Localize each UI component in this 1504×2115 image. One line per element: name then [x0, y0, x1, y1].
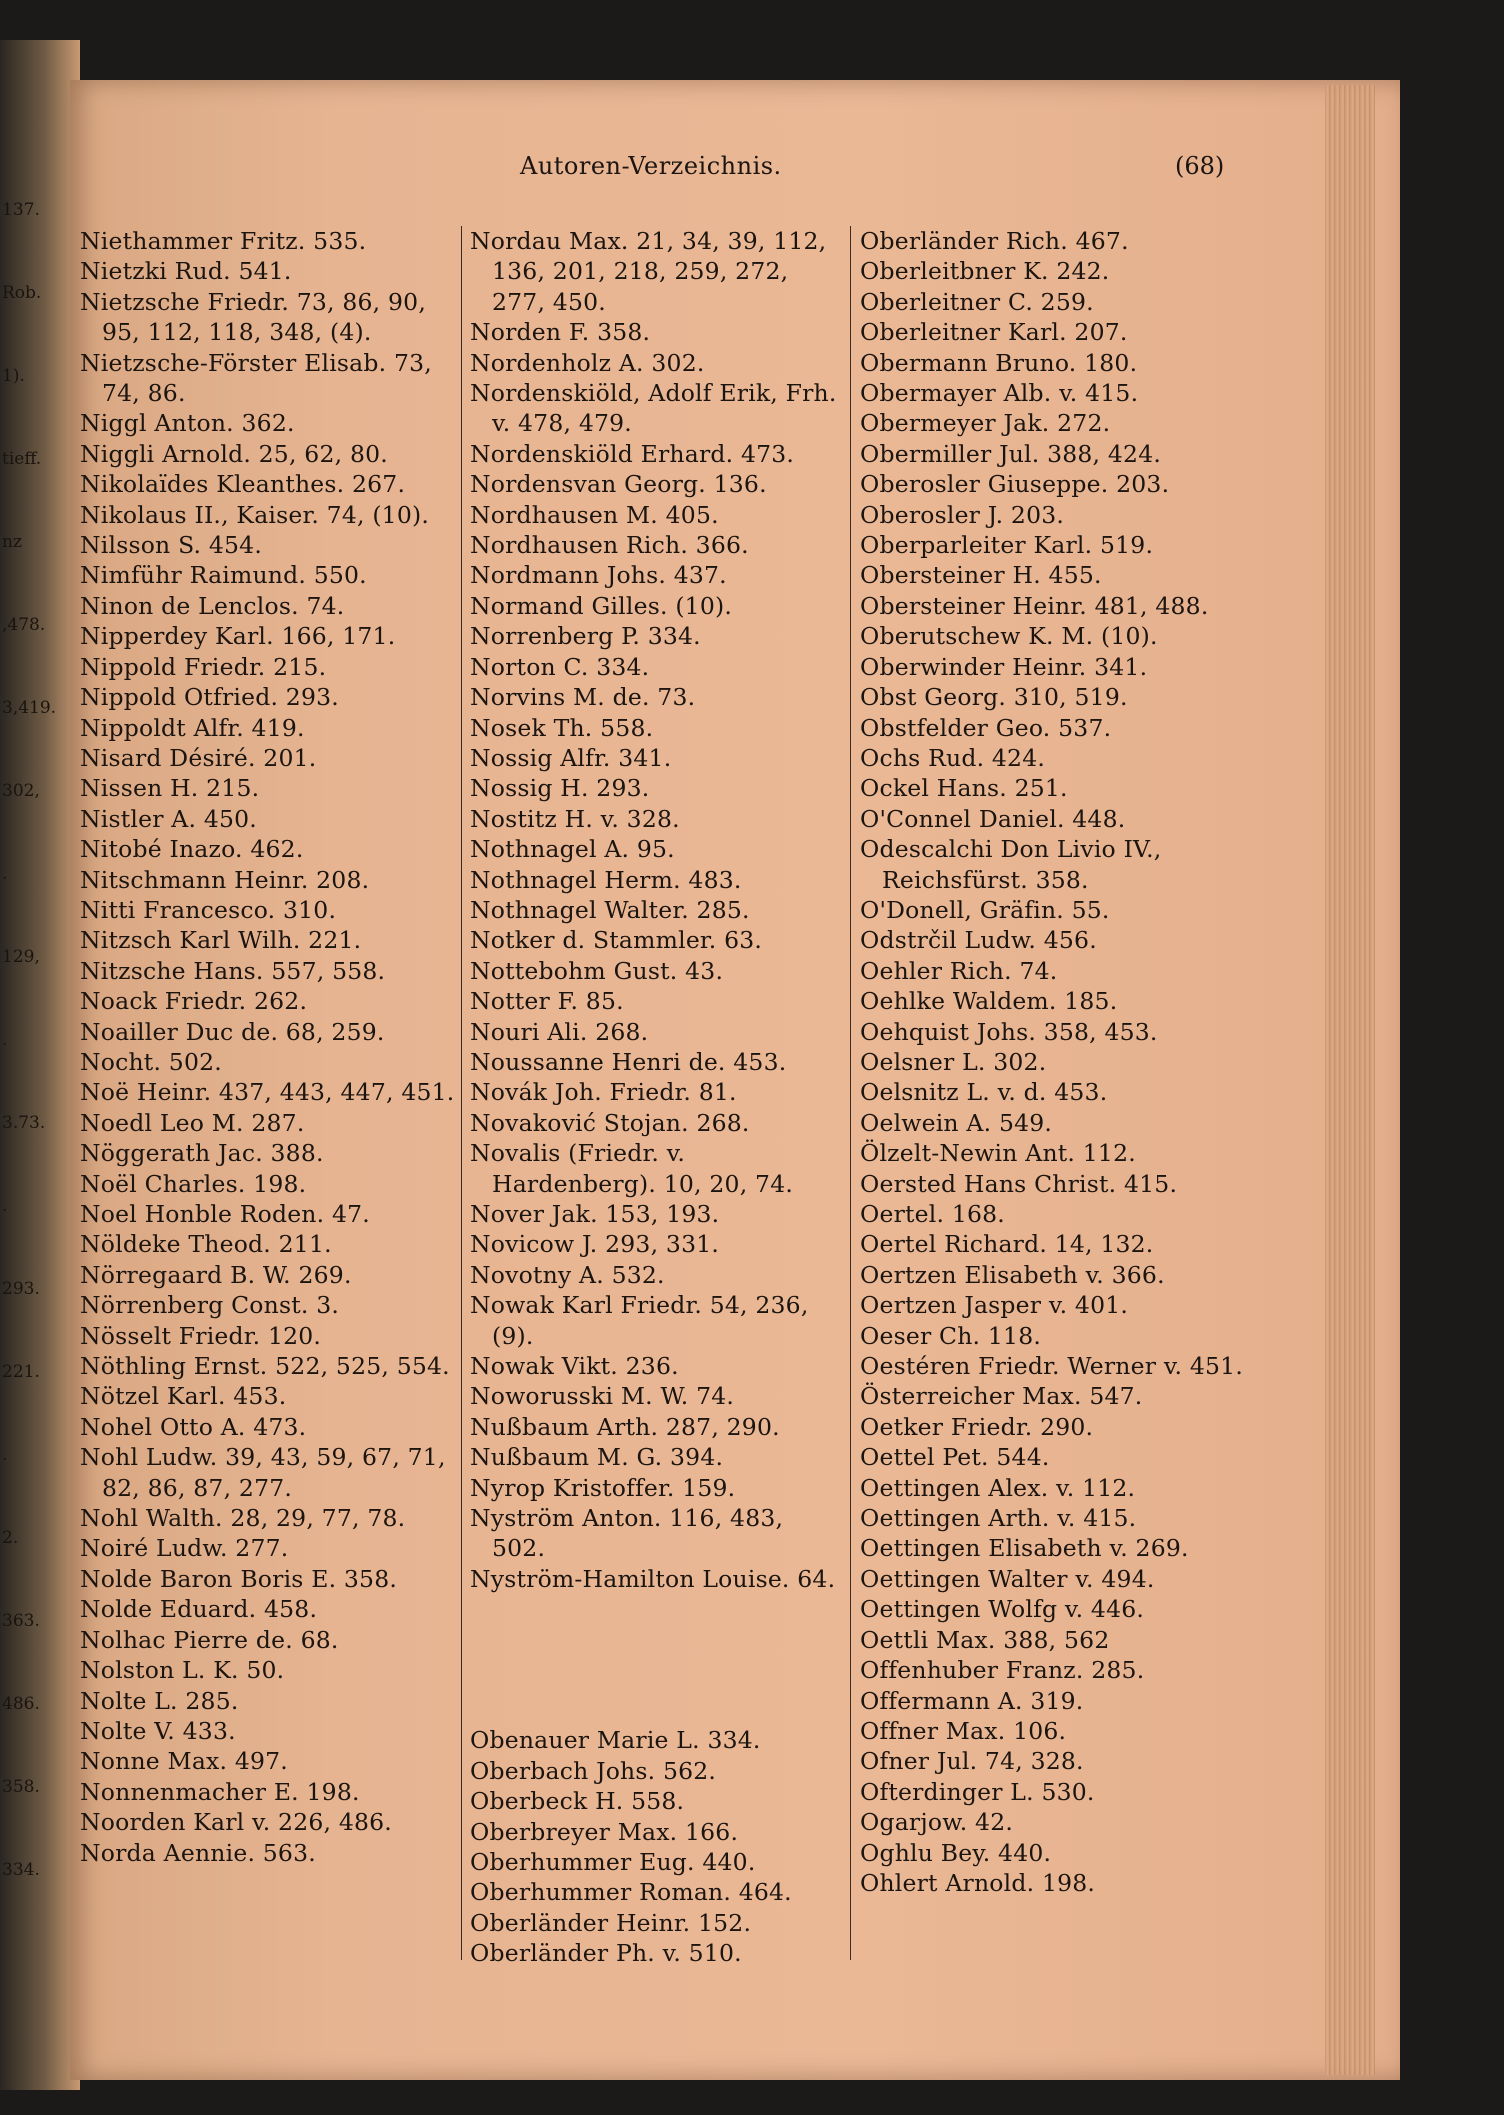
column-divider-2	[850, 226, 851, 1960]
index-entry: Oertzen Jasper v. 401.	[860, 1291, 1129, 1320]
index-entry: Ninon de Lenclos. 74.	[80, 591, 345, 620]
index-entry: Nottebohm Gust. 43.	[470, 956, 724, 985]
index-entry: Oberländer Heinr. 152.	[470, 1908, 752, 1937]
index-entry: Oehquist Johs. 358, 453.	[860, 1017, 1158, 1046]
index-entry: Odescalchi Don Livio IV., Reichsfürst. 358.	[860, 835, 1162, 894]
index-entry: Novaković Stojan. 268.	[470, 1108, 750, 1137]
index-entry: Nußbaum Arth. 287, 290.	[470, 1412, 780, 1441]
index-entry: Nothnagel Walter. 285.	[470, 895, 750, 924]
index-entry: Offermann A. 319.	[860, 1686, 1084, 1715]
index-entry: Ofner Jul. 74, 328.	[860, 1747, 1084, 1776]
index-entry: Obermiller Jul. 388, 424.	[860, 439, 1162, 468]
index-entry: Obst Georg. 310, 519.	[860, 683, 1128, 712]
index-entry: Offenhuber Franz. 285.	[860, 1656, 1145, 1685]
index-entry: Obenauer Marie L. 334.	[470, 1726, 761, 1755]
index-entry: Nover Jak. 153, 193.	[470, 1200, 720, 1228]
index-entry: Oettingen Elisabeth v. 269.	[860, 1534, 1189, 1563]
index-entry: Oettel Pet. 544.	[860, 1443, 1050, 1472]
index-entry: Nitschmann Heinr. 208.	[80, 865, 370, 894]
index-entry: Oeser Ch. 118.	[860, 1321, 1042, 1350]
index-entry: Obermeyer Jak. 272.	[860, 409, 1111, 438]
index-entry: Novák Joh. Friedr. 81.	[470, 1078, 737, 1107]
index-entry: Oettingen Wolfg v. 446.	[860, 1595, 1145, 1624]
margin-fragment: ,478.	[2, 615, 46, 635]
margin-fragment: 293.	[2, 1279, 40, 1299]
index-entry: Niggl Anton. 362.	[80, 409, 295, 438]
index-entry: Nothnagel A. 95.	[470, 835, 675, 864]
margin-fragment: 3.73.	[2, 1113, 46, 1133]
index-entry: Noworusski M. W. 74.	[470, 1382, 735, 1411]
index-entry: Nolde Baron Boris E. 358.	[80, 1564, 398, 1593]
index-entry: Nohl Ludw. 39, 43, 59, 67, 71, 82, 86, 87, 277.	[80, 1443, 446, 1502]
index-entry: Nitzsch Karl Wilh. 221.	[80, 926, 362, 955]
index-entry: Nöggerath Jac. 388.	[80, 1139, 324, 1168]
margin-fragment: 486.	[2, 1694, 40, 1714]
index-entry: Nordau Max. 21, 34, 39, 112, 136, 201, 218, 259, 272, 277, 450.	[470, 227, 827, 316]
index-entry: Ockel Hans. 251.	[860, 774, 1068, 803]
index-entry: Noë Heinr. 437, 443, 447, 451.	[80, 1078, 455, 1107]
index-entry: Norden F. 358.	[470, 318, 651, 347]
index-entry: Ohlert Arnold. 198.	[860, 1868, 1096, 1897]
margin-fragment: .	[2, 1196, 8, 1216]
index-entry: Nösselt Friedr. 120.	[80, 1321, 322, 1350]
margin-fragment: 221.	[2, 1362, 40, 1382]
index-entry: Oberleitner Karl. 207.	[860, 318, 1128, 347]
index-entry: Nossig H. 293.	[470, 774, 650, 803]
column-divider-1	[461, 226, 462, 1960]
margin-fragment: 137.	[2, 200, 40, 220]
index-entry: Nostitz H. v. 328.	[470, 804, 680, 833]
index-entry: Nolde Eduard. 458.	[80, 1595, 318, 1624]
index-entry: Obermayer Alb. v. 415.	[860, 379, 1139, 408]
index-entry: Oberbreyer Max. 166.	[470, 1817, 739, 1846]
index-entry: Oelsnitz L. v. d. 453.	[860, 1078, 1108, 1107]
index-entry: Nitti Francesco. 310.	[80, 895, 337, 924]
index-entry: Oetker Friedr. 290.	[860, 1412, 1094, 1441]
index-entry: Nordmann Johs. 437.	[470, 561, 727, 590]
index-entry: Nitobé Inazo. 462.	[80, 835, 304, 864]
margin-fragment: 302,	[2, 781, 40, 801]
margin-fragment: 358.	[2, 1777, 40, 1797]
index-entry: Nolte L. 285.	[80, 1686, 239, 1715]
index-entry: Novicow J. 293, 331.	[470, 1230, 720, 1259]
index-entry: Noussanne Henri de. 453.	[470, 1047, 787, 1076]
index-entry: Noailler Duc de. 68, 259.	[80, 1017, 385, 1046]
index-entry: Obersteiner Heinr. 481, 488.	[860, 591, 1209, 620]
index-entry: Norton C. 334.	[470, 652, 650, 681]
index-entry: Oberutschew K. M. (10).	[860, 622, 1158, 651]
index-entry: Oberländer Ph. v. 510.	[470, 1939, 742, 1968]
index-entry: Nilsson S. 454.	[80, 531, 262, 560]
index-entry: Nietzsche Friedr. 73, 86, 90, 95, 112, 118, 348, (4).	[80, 287, 426, 347]
index-entry: Oberbeck H. 558.	[470, 1787, 685, 1816]
index-entry: Nohl Walth. 28, 29, 77, 78.	[80, 1504, 406, 1533]
index-entry: Oelsner L. 302.	[860, 1047, 1047, 1076]
index-entry: Nisard Désiré. 201.	[80, 743, 317, 772]
index-entry: Nippold Friedr. 215.	[80, 652, 327, 681]
index-entry: Oettingen Arth. v. 415.	[860, 1504, 1137, 1533]
index-entry: Nohel Otto A. 473.	[80, 1412, 307, 1441]
index-entry: Nordenskiöld, Adolf Erik, Frh. v. 478, 479.	[470, 379, 837, 438]
index-entry: Novalis (Friedr. v. Hardenberg). 10, 20, 74.	[470, 1139, 794, 1198]
index-entry: Nöldeke Theod. 211.	[80, 1230, 332, 1259]
index-entry: Nörrenberg Const. 3.	[80, 1291, 340, 1320]
index-entry: Nissen H. 215.	[80, 774, 260, 803]
index-entry: Ogarjow. 42.	[860, 1808, 1014, 1837]
index-entry: Oehlke Waldem. 185.	[860, 987, 1118, 1016]
index-entry: Nippold Otfried. 293.	[80, 683, 339, 712]
page-number: (68)	[1175, 152, 1225, 180]
index-entry: Norvins M. de. 73.	[470, 683, 696, 712]
index-entry: Nyström-Hamilton Louise. 64.	[470, 1564, 836, 1593]
index-entry: Nötzel Karl. 453.	[80, 1382, 287, 1411]
index-entry: Oberwinder Heinr. 341.	[860, 652, 1148, 681]
index-entry: Oberosler Giuseppe. 203.	[860, 470, 1170, 499]
index-entry: Obstfelder Geo. 537.	[860, 713, 1112, 742]
index-entry: Offner Max. 106.	[860, 1716, 1067, 1745]
index-entry: Oehler Rich. 74.	[860, 956, 1058, 985]
index-entry: Noedl Leo M. 287.	[80, 1108, 305, 1137]
index-entry: Novotny A. 532.	[470, 1260, 665, 1289]
index-entry: Nitzsche Hans. 557, 558.	[80, 956, 386, 985]
index-entry: Nowak Karl Friedr. 54, 236, (9).	[470, 1291, 809, 1350]
index-entry: Nietzsche-Förster Elisab. 73, 74, 86.	[80, 348, 432, 408]
margin-fragment: 129,	[2, 947, 40, 967]
index-entry: Notker d. Stammler. 63.	[470, 926, 763, 955]
index-entry: Nistler A. 450.	[80, 804, 257, 833]
index-entry: Nowak Vikt. 236.	[470, 1352, 679, 1381]
margin-fragment: 363.	[2, 1611, 40, 1631]
margin-fragment: .	[2, 864, 8, 884]
index-entry: Oberleitbner K. 242.	[860, 257, 1110, 286]
index-entry: Nippoldt Alfr. 419.	[80, 713, 305, 742]
index-entry: Nosek Th. 558.	[470, 713, 654, 742]
margin-fragment: .	[2, 1445, 8, 1465]
index-entry: Oberleitner C. 259.	[860, 287, 1094, 316]
index-entry: Nonnenmacher E. 198.	[80, 1777, 360, 1806]
index-entry: Ofterdinger L. 530.	[860, 1777, 1095, 1806]
index-entry: O'Connel Daniel. 448.	[860, 804, 1126, 833]
index-entry: Oberhummer Roman. 464.	[470, 1878, 792, 1907]
index-entry: Oettingen Walter v. 494.	[860, 1564, 1155, 1593]
index-entry: Nossig Alfr. 341.	[470, 743, 672, 772]
index-entry: Nolte V. 433.	[80, 1716, 236, 1745]
index-entry: Nocht. 502.	[80, 1047, 222, 1076]
index-entry: Oettli Max. 388, 562	[860, 1625, 1110, 1654]
index-entry: Nöthling Ernst. 522, 525, 554.	[80, 1352, 450, 1381]
index-entry: Oberosler J. 203.	[860, 500, 1065, 529]
index-column-3	[860, 226, 1270, 1898]
margin-fragment: Rob.	[2, 283, 42, 303]
index-entry: Nikolaïdes Kleanthes. 267.	[80, 470, 406, 499]
index-entry: Ölzelt-Newin Ant. 112.	[860, 1139, 1136, 1168]
index-entry: Odstrčil Ludw. 456.	[860, 926, 1097, 955]
index-entry: Noël Charles. 198.	[80, 1169, 307, 1198]
index-entry: Nimführ Raimund. 550.	[80, 561, 367, 590]
index-entry: Nouri Ali. 268.	[470, 1017, 649, 1046]
index-entry: Nolhac Pierre de. 68.	[80, 1625, 339, 1654]
index-entry: Österreicher Max. 547.	[860, 1382, 1143, 1411]
index-entry: Nyström Anton. 116, 483, 502.	[470, 1504, 784, 1563]
index-entry: Normand Gilles. (10).	[470, 591, 733, 620]
index-column-1	[80, 226, 456, 1868]
index-entry: Obermann Bruno. 180.	[860, 348, 1138, 377]
index-entry: Oberbach Johs. 562.	[470, 1756, 717, 1785]
margin-fragment: 334.	[2, 1860, 40, 1880]
previous-page-fragments	[0, 200, 60, 2000]
page-stack-edge	[1325, 85, 1375, 2075]
index-entry: O'Donell, Gräfin. 55.	[860, 895, 1110, 924]
index-entry: Nordenskiöld Erhard. 473.	[470, 439, 795, 468]
index-entry: Oettingen Alex. v. 112.	[860, 1473, 1136, 1502]
index-entry: Nordensvan Georg. 136.	[470, 470, 767, 499]
index-entry: Niethammer Fritz. 535.	[80, 227, 367, 255]
index-entry: Oelwein A. 549.	[860, 1108, 1053, 1137]
page-title: Autoren-Verzeichnis.	[520, 152, 782, 180]
index-entry: Ochs Rud. 424.	[860, 743, 1046, 772]
margin-fragment: 2.	[2, 1528, 19, 1548]
index-column-2	[470, 226, 840, 1969]
index-entry: Oberländer Rich. 467.	[860, 227, 1129, 255]
index-entry: Nordenholz A. 302.	[470, 348, 705, 377]
index-entry: Oberparleiter Karl. 519.	[860, 531, 1154, 560]
index-entry: Oghlu Bey. 440.	[860, 1838, 1052, 1867]
index-entry: Noorden Karl v. 226, 486.	[80, 1808, 392, 1837]
index-entry: Nikolaus II., Kaiser. 74, (10).	[80, 500, 430, 529]
margin-fragment: nz	[2, 532, 22, 552]
index-entry: Nietzki Rud. 541.	[80, 257, 292, 286]
index-entry: Oertzen Elisabeth v. 366.	[860, 1260, 1165, 1289]
margin-fragment: 1).	[2, 366, 25, 386]
index-entry: Nonne Max. 497.	[80, 1747, 288, 1776]
margin-fragment: .	[2, 1030, 8, 1050]
index-entry: Oberhummer Eug. 440.	[470, 1847, 756, 1876]
index-entry: Nußbaum M. G. 394.	[470, 1443, 724, 1472]
index-entry: Nothnagel Herm. 483.	[470, 865, 742, 894]
index-entry: Noack Friedr. 262.	[80, 987, 308, 1016]
index-entry: Niggli Arnold. 25, 62, 80.	[80, 439, 388, 468]
index-entry: Nordhausen Rich. 366.	[470, 531, 749, 560]
index-entry: Oestéren Friedr. Werner v. 451.	[860, 1352, 1244, 1381]
index-entry: Oersted Hans Christ. 415.	[860, 1169, 1178, 1198]
margin-fragment: tieff.	[2, 449, 42, 469]
index-entry: Noel Honble Roden. 47.	[80, 1200, 370, 1228]
margin-fragment: 3,419.	[2, 698, 57, 718]
index-entry: Nyrop Kristoffer. 159.	[470, 1473, 736, 1502]
index-entry: Nörregaard B. W. 269.	[80, 1260, 352, 1289]
index-entry: Nipperdey Karl. 166, 171.	[80, 622, 396, 651]
index-entry: Norrenberg P. 334.	[470, 622, 701, 651]
index-entry: Norda Aennie. 563.	[80, 1838, 316, 1867]
index-entry: Noiré Ludw. 277.	[80, 1534, 289, 1563]
index-entry: Nolston L. K. 50.	[80, 1656, 285, 1685]
index-entry: Oertel Richard. 14, 132.	[860, 1230, 1154, 1259]
index-entry: Obersteiner H. 455.	[860, 561, 1102, 590]
index-entry: Notter F. 85.	[470, 987, 624, 1016]
index-entry: Nordhausen M. 405.	[470, 500, 719, 529]
index-entry: Oertel. 168.	[860, 1200, 1005, 1228]
